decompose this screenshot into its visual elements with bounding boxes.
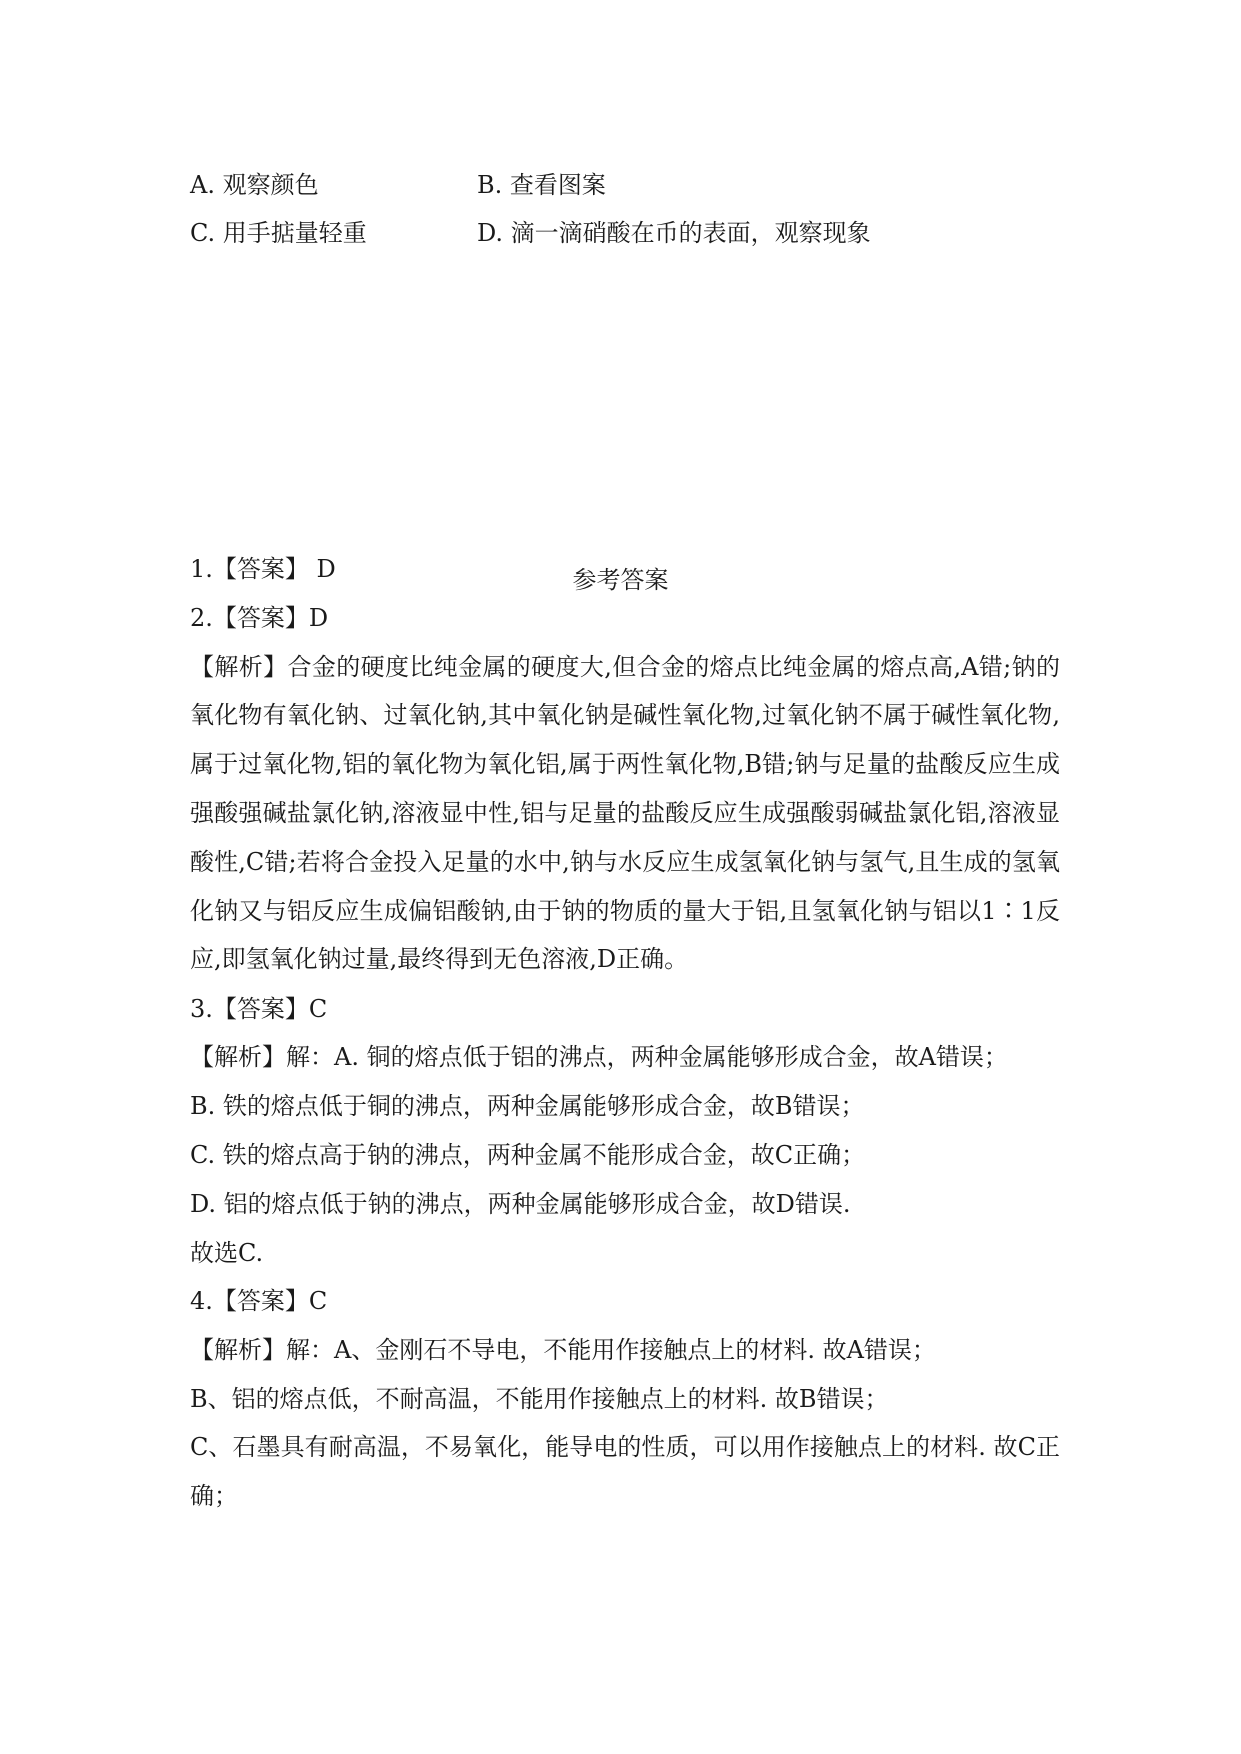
analysis-3-d: D. 铝的熔点低于钠的沸点，两种金属能够形成合金，故D错误.	[190, 1189, 851, 1218]
analysis-3-conclusion: 故选C.	[190, 1238, 264, 1267]
answer-1: 1.【答案】 D	[190, 555, 336, 584]
option-c: C. 用手掂量轻重	[190, 218, 367, 247]
answer-2: 2.【答案】D	[190, 604, 329, 633]
analysis-4-b: B、铝的熔点低，不耐高温，不能用作接触点上的材料. 故B错误；	[190, 1384, 889, 1413]
option-d: D. 滴一滴硝酸在币的表面，观察现象	[477, 218, 871, 247]
option-a: A. 观察颜色	[190, 170, 319, 199]
answer-3: 3.【答案】C	[190, 994, 328, 1023]
analysis-4-c: C、石墨具有耐高温，不易氧化，能导电的性质，可以用作接触点上的材料. 故C正确；	[190, 1433, 1060, 1511]
analysis-3-c: C. 铁的熔点高于钠的沸点，两种金属不能形成合金，故C正确；	[190, 1140, 866, 1169]
analysis-2: 【解析】合金的硬度比纯金属的硬度大,但合金的熔点比纯金属的熔点高,A错;钠的氧化物有氧化钠、过氧化钠,其中氧化钠是碱性氧化物,过氧化钠不属于碱性氧化物,属于过氧化物,铝的氧化物为氧化铝,属于两性氧化物,B错;钠与足量的盐酸反应生成强酸强碱盐氯化钠,溶液显中性,铝与足量的盐酸反应生成强酸弱碱盐氯化铝,溶液显酸性,C错;若将合金投入足量的水中,钠与水反应生成氢氧化钠与氢气,且生成的氢氧化钠又与铝反应生成偏铝酸钠,由于钠的物质的量大于铝,且氢氧化钠与铝以1∶1反应,即氢氧化钠过量,最终得到无色溶液,D正确。	[190, 652, 1060, 974]
option-b: B. 查看图案	[477, 170, 606, 199]
question-options	[190, 158, 1090, 254]
option-row	[190, 206, 1090, 254]
option-row	[190, 158, 1090, 206]
analysis-4-a: 【解析】解：A、金刚石不导电，不能用作接触点上的材料. 故A错误；	[190, 1336, 936, 1365]
answers-section	[190, 545, 1060, 1521]
answer-4: 4.【答案】C	[190, 1287, 328, 1316]
analysis-3-b: B. 铁的熔点低于铜的沸点，两种金属能够形成合金，故B错误；	[190, 1092, 865, 1121]
analysis-3-a: 【解析】解：A. 铜的熔点低于铝的沸点，两种金属能够形成合金，故A错误；	[190, 1043, 1008, 1072]
answers-title: 参考答案	[572, 566, 669, 594]
